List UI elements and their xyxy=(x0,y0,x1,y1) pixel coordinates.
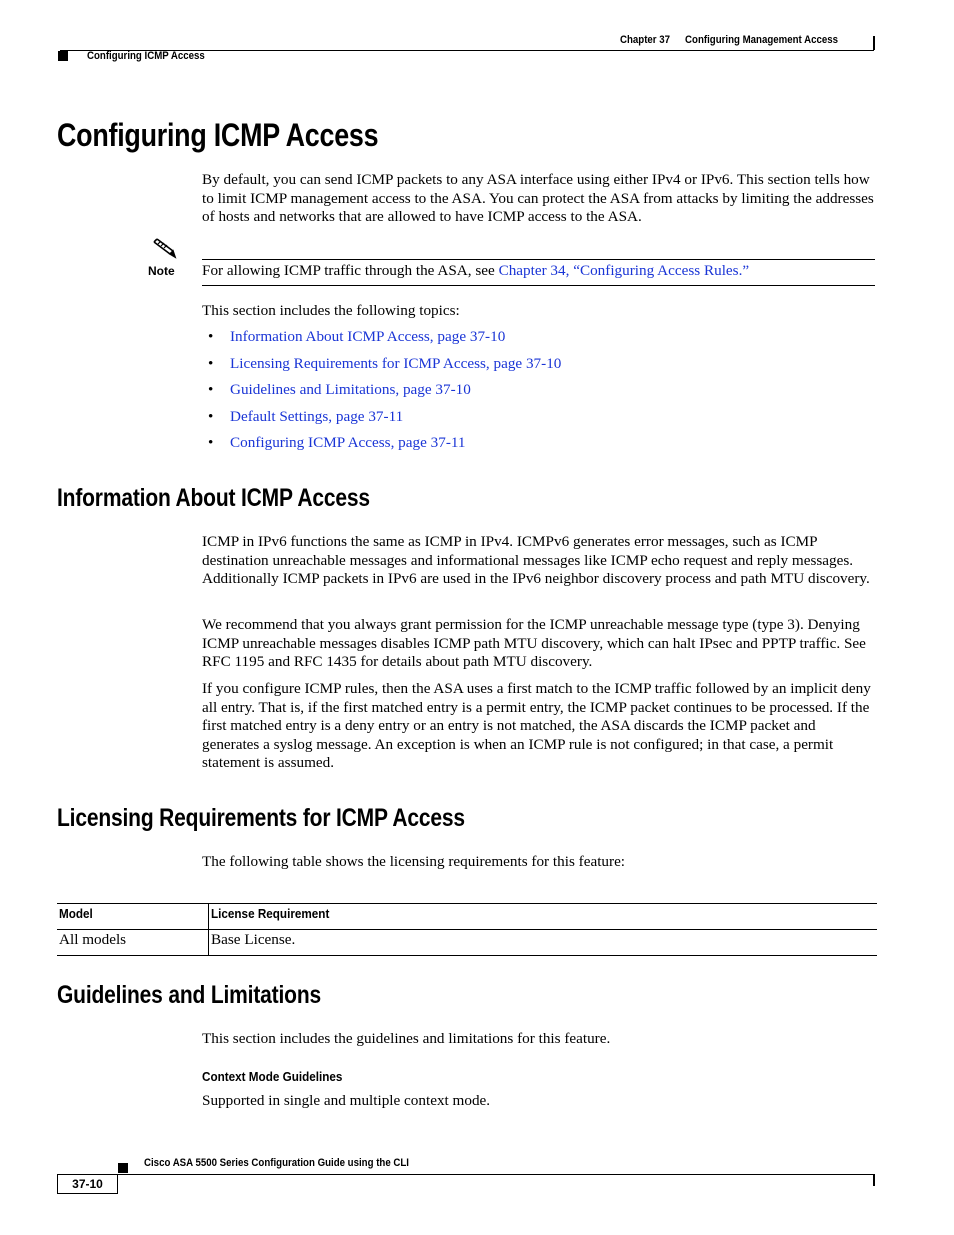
table-rule-bottom xyxy=(57,955,877,956)
note-text-body: For allowing ICMP traffic through the ASA, see xyxy=(202,262,499,279)
context-mode-subheading: Context Mode Guidelines xyxy=(202,1069,343,1084)
footer-rule xyxy=(118,1174,874,1175)
guidelines-intro: This section includes the guidelines and limitations for this feature. xyxy=(202,1030,611,1047)
topic-link-configuring[interactable]: Configuring ICMP Access, page 37-11 xyxy=(230,434,466,451)
page-title: Configuring ICMP Access xyxy=(57,117,379,153)
pencil-note-icon xyxy=(150,236,178,260)
note-rule-top xyxy=(202,259,875,260)
note-label: Note xyxy=(148,264,175,278)
topic-item xyxy=(202,327,561,354)
info-paragraph-3: If you configure ICMP rules, then the ASA uses a first match to the ICMP traffic followed by an implicit deny all entry. That is, if the first matched entry is a permit entry, the ICMP packet continues to be processed. If the first matched entry is a deny entry or an entry is not matched, the ASA discards the ICMP packet and generates a syslog message. An exception is when an ICMP rule is not configured; in that case, a permit statement is assumed. xyxy=(202,680,871,772)
footer-book-title: Cisco ASA 5500 Series Configuration Guide using the CLI xyxy=(144,1157,409,1169)
licensing-heading: Licensing Requirements for ICMP Access xyxy=(57,804,465,832)
context-mode-text: Supported in single and multiple context mode. xyxy=(202,1092,491,1109)
table-rule-header xyxy=(57,929,877,930)
running-header-section: Configuring ICMP Access xyxy=(87,50,205,62)
note-rule-bottom xyxy=(202,285,875,286)
intro-paragraph: By default, you can send ICMP packets to any ASA interface using either IPv4 or IPv6. This section tells how to limit ICMP management access to the ASA. You can protect the ASA from attacks by limiting the addresses of hosts and networks that are allowed to have ICMP access to the ASA. xyxy=(202,171,874,226)
footer-page-number: 37-10 xyxy=(57,1174,118,1194)
table-header-model: Model xyxy=(59,906,93,921)
topic-link-default-settings[interactable]: Default Settings, page 37-11 xyxy=(230,407,404,425)
chapter-number: Chapter 37 xyxy=(620,34,671,46)
licensing-intro: The following table shows the licensing requirements for this feature: xyxy=(202,853,626,870)
header-square-marker xyxy=(58,51,68,61)
topic-item xyxy=(202,354,561,381)
footer-tick xyxy=(873,1174,875,1186)
running-header-chapter xyxy=(620,34,838,46)
note-text xyxy=(202,262,876,281)
table-cell-license: Base License. xyxy=(211,931,296,948)
info-heading: Information About ICMP Access xyxy=(57,484,370,512)
table-header-license: License Requirement xyxy=(211,906,330,921)
topic-link-information[interactable]: Information About ICMP Access, page 37-10 xyxy=(230,328,506,345)
topic-link-guidelines[interactable]: Guidelines and Limitations, page 37-10 xyxy=(230,381,471,398)
table-rule-top xyxy=(57,903,877,904)
note-chapter-link[interactable]: Chapter 34, “Configuring Access Rules.” xyxy=(498,262,750,279)
info-paragraph-2: We recommend that you always grant permission for the ICMP unreachable message type (type 3). Denying ICMP unreachable messages disables ICMP path MTU discovery, which can halt IPsec and PPTP traffic. See RFC 1195 and RFC 1435 for details about path MTU discovery. xyxy=(202,616,866,671)
topic-item xyxy=(202,433,561,460)
table-cell-model: All models xyxy=(59,931,127,948)
guidelines-heading: Guidelines and Limitations xyxy=(57,981,322,1009)
table-column-divider xyxy=(208,903,209,955)
topic-item xyxy=(202,380,561,407)
header-tick xyxy=(873,36,875,50)
info-paragraph-1: ICMP in IPv6 functions the same as ICMP in IPv4. ICMPv6 generates error messages, such as ICMP destination unreachable messages and informational messages like ICMP echo request and reply messages. Additionally ICMP packets in IPv6 are used in the IPv6 neighbor discovery process and path MTU discovery. xyxy=(202,533,870,588)
chapter-title: Configuring Management Access xyxy=(685,34,838,46)
topic-item xyxy=(202,407,561,434)
topics-list xyxy=(202,327,561,460)
topics-intro: This section includes the following topics: xyxy=(202,302,460,319)
footer-square-marker xyxy=(118,1163,128,1173)
topic-link-licensing[interactable]: Licensing Requirements for ICMP Access, page 37-10 xyxy=(230,354,562,372)
